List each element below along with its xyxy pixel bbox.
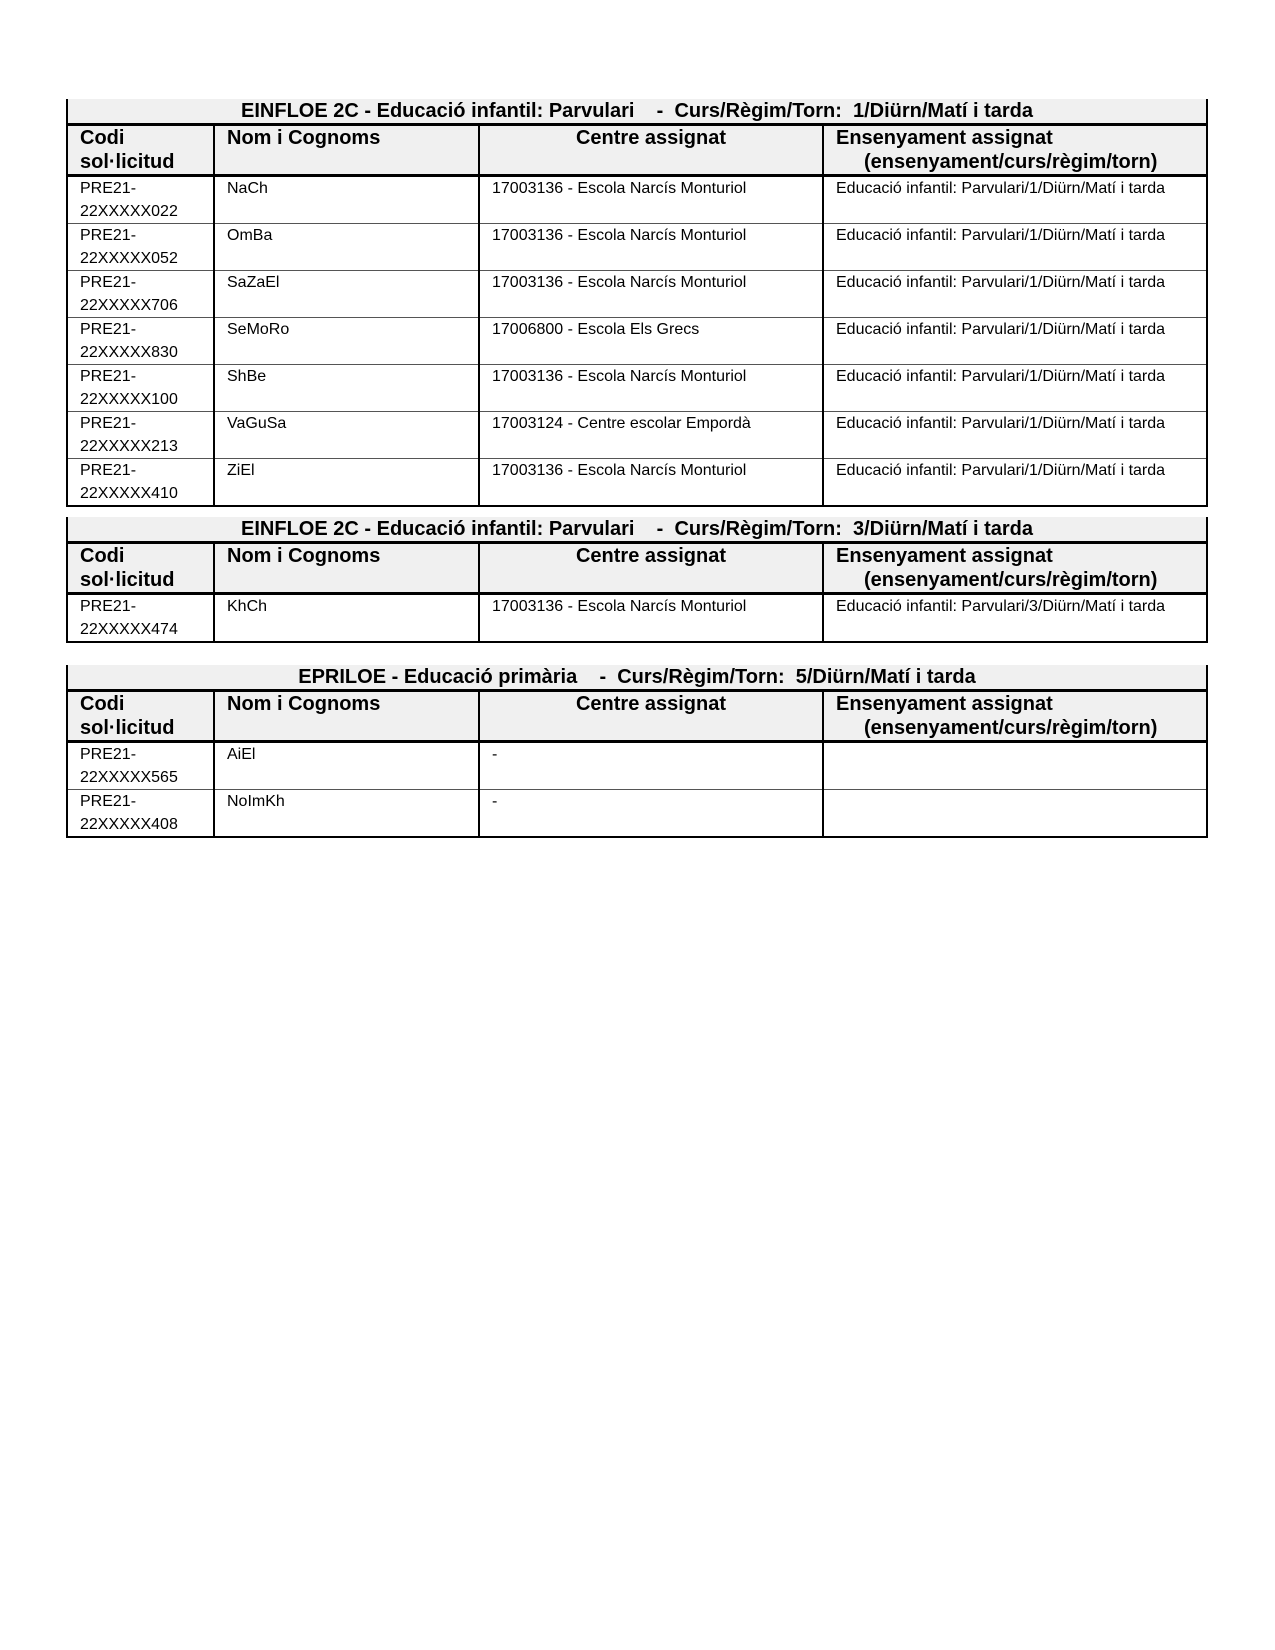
cell-centre: 17003124 - Centre escolar Empordà [479,412,823,459]
cell-text-line: Ensenyament assignat [836,545,1053,567]
cell-codi [67,790,214,838]
cell-ensenyament [823,790,1207,838]
cell-text-line: PRE21- [80,227,137,244]
cell-ensenyament: Educació infantil: Parvulari/1/Diürn/Matí i tarda [823,224,1207,271]
cell-centre: 17003136 - Escola Narcís Monturiol [479,594,823,643]
header-ensenyament [823,125,1207,176]
cell-text-line: 22XXXXX022 [80,203,178,220]
header-centre: Centre assignat [479,543,823,594]
cell-codi [67,742,214,790]
header-centre: Centre assignat [479,691,823,742]
header-row [67,125,1207,176]
cell-text-line: PRE21- [80,793,137,810]
cell-text-line: Codi [80,545,125,567]
cell-centre: 17003136 - Escola Narcís Monturiol [479,224,823,271]
cell-nom: KhCh [214,594,479,643]
cell-text-line: 22XXXXX410 [80,485,178,502]
cell-centre: 17003136 - Escola Narcís Monturiol [479,365,823,412]
cell-codi [67,594,214,643]
cell-text-line: 22XXXXX474 [80,621,178,638]
cell-text-line: Codi [80,127,125,149]
table-row [67,459,1207,507]
cell-text-line: (ensenyament/curs/règim/torn) [864,717,1158,739]
cell-ensenyament: Educació infantil: Parvulari/1/Diürn/Matí i tarda [823,271,1207,318]
cell-text-line: PRE21- [80,462,137,479]
cell-text-line: sol·licitud [80,717,175,739]
cell-text-line: 22XXXXX706 [80,297,178,314]
table-row [67,412,1207,459]
cell-text-line: (ensenyament/curs/règim/torn) [864,569,1158,591]
cell-text-line: 22XXXXX213 [80,438,178,455]
cell-ensenyament: Educació infantil: Parvulari/1/Diürn/Matí i tarda [823,365,1207,412]
cell-text-line: Codi [80,693,125,715]
header-row [67,543,1207,594]
table-row [67,318,1207,365]
cell-nom: OmBa [214,224,479,271]
cell-text-line: (ensenyament/curs/règim/torn) [864,151,1158,173]
header-codi [67,691,214,742]
cell-text-line: Ensenyament assignat [836,693,1053,715]
header-ensenyament [823,543,1207,594]
cell-nom: AiEl [214,742,479,790]
table-title: EINFLOE 2C - Educació infantil: Parvulari - Curs/Règim/Torn: 1/Diürn/Matí i tarda [67,99,1207,125]
header-codi [67,543,214,594]
table-title: EPRILOE - Educació primària - Curs/Règim/Torn: 5/Diürn/Matí i tarda [67,665,1207,691]
cell-text-line: PRE21- [80,746,137,763]
cell-centre: - [479,742,823,790]
header-nom: Nom i Cognoms [214,691,479,742]
cell-text-line: sol·licitud [80,569,175,591]
cell-codi [67,412,214,459]
cell-nom: NaCh [214,176,479,224]
cell-ensenyament: Educació infantil: Parvulari/1/Diürn/Matí i tarda [823,176,1207,224]
header-centre: Centre assignat [479,125,823,176]
cell-text-line: PRE21- [80,274,137,291]
table-row [67,742,1207,790]
cell-centre: 17003136 - Escola Narcís Monturiol [479,176,823,224]
cell-codi [67,271,214,318]
cell-text-line: 22XXXXX408 [80,816,178,833]
cell-text-line: 22XXXXX052 [80,250,178,267]
cell-text-line: PRE21- [80,180,137,197]
assignment-table-3 [66,665,1208,838]
cell-text-line: 22XXXXX565 [80,769,178,786]
cell-centre: 17003136 - Escola Narcís Monturiol [479,459,823,507]
cell-nom: ZiEl [214,459,479,507]
cell-centre: - [479,790,823,838]
table-row [67,790,1207,838]
header-ensenyament [823,691,1207,742]
header-nom: Nom i Cognoms [214,125,479,176]
table-row [67,224,1207,271]
cell-text-line: Ensenyament assignat [836,127,1053,149]
cell-ensenyament [823,742,1207,790]
cell-centre: 17003136 - Escola Narcís Monturiol [479,271,823,318]
table-title: EINFLOE 2C - Educació infantil: Parvulari - Curs/Règim/Torn: 3/Diürn/Matí i tarda [67,517,1207,543]
cell-nom: SaZaEl [214,271,479,318]
cell-text-line: PRE21- [80,415,137,432]
table-row [67,365,1207,412]
cell-ensenyament: Educació infantil: Parvulari/1/Diürn/Matí i tarda [823,318,1207,365]
cell-ensenyament: Educació infantil: Parvulari/3/Diürn/Matí i tarda [823,594,1207,643]
cell-codi [67,459,214,507]
cell-nom: NoImKh [214,790,479,838]
cell-text-line: PRE21- [80,598,137,615]
cell-nom: VaGuSa [214,412,479,459]
cell-ensenyament: Educació infantil: Parvulari/1/Diürn/Matí i tarda [823,412,1207,459]
cell-text-line: sol·licitud [80,151,175,173]
cell-text-line: PRE21- [80,321,137,338]
assignment-table-1 [66,99,1208,507]
table-row [67,594,1207,643]
header-row [67,691,1207,742]
cell-codi [67,224,214,271]
cell-ensenyament: Educació infantil: Parvulari/1/Diürn/Matí i tarda [823,459,1207,507]
cell-text-line: PRE21- [80,368,137,385]
cell-codi [67,365,214,412]
cell-codi [67,176,214,224]
assignment-table-2 [66,517,1208,643]
header-codi [67,125,214,176]
cell-centre: 17006800 - Escola Els Grecs [479,318,823,365]
cell-nom: SeMoRo [214,318,479,365]
header-nom: Nom i Cognoms [214,543,479,594]
table-row [67,271,1207,318]
cell-text-line: 22XXXXX830 [80,344,178,361]
cell-codi [67,318,214,365]
table-row [67,176,1207,224]
cell-nom: ShBe [214,365,479,412]
cell-text-line: 22XXXXX100 [80,391,178,408]
